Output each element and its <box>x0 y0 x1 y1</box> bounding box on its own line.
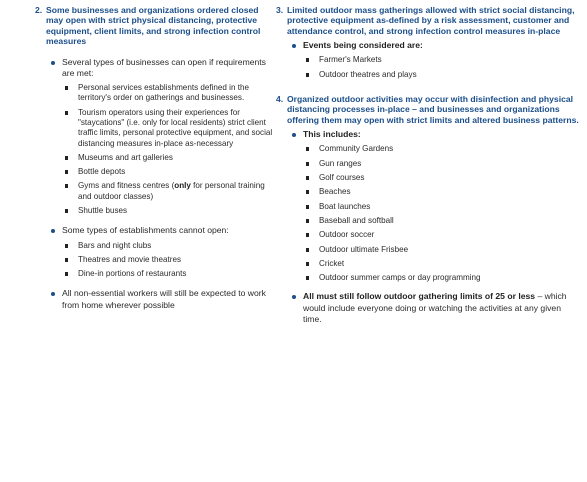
bullet-dot-icon <box>51 292 55 296</box>
bullet-dot-icon <box>51 229 55 233</box>
bullet-bold-text: All must still follow outdoor gathering limits of 25 or less <box>303 291 536 302</box>
sub-item <box>62 206 278 216</box>
section-3-bullet-list <box>287 40 579 80</box>
section-3-heading-text: Limited outdoor mass gatherings allowed with strict social distancing, protective equipment as-defined by a risk assessment, customer and attendance control, and strong infection control measures in-place <box>287 5 575 36</box>
square-bullet-icon <box>65 184 68 188</box>
sub-item-text: Golf courses <box>319 173 365 183</box>
sub-item <box>303 245 579 255</box>
square-bullet-icon <box>65 111 68 115</box>
section-4-heading-text: Organized outdoor activities may occur with disinfection and physical distancing processes in-place – and businesses and organizations offering them may open with strict limits and altered business patterns. <box>287 94 579 125</box>
sub-item <box>62 108 278 149</box>
bullet-text: This includes: <box>303 129 361 140</box>
sub-item-text: Outdoor summer camps or day programming <box>319 273 481 283</box>
sub-list-activities <box>303 144 579 283</box>
square-bullet-icon <box>306 73 309 77</box>
sub-item <box>62 83 278 104</box>
sub-item <box>303 144 579 154</box>
sub-list-events <box>303 55 579 80</box>
sub-item-text: Baseball and softball <box>319 215 394 225</box>
sub-item <box>303 55 579 65</box>
sub-item-text: Outdoor soccer <box>319 230 375 240</box>
sub-item <box>62 241 278 251</box>
sub-item-text: Bottle depots <box>78 167 126 177</box>
sub-item-text: for personal training and outdoor classes) <box>78 181 265 201</box>
square-bullet-icon <box>306 262 309 266</box>
sub-list-open <box>62 83 278 216</box>
square-bullet-icon <box>306 162 309 166</box>
sub-item-text: Boat launches <box>319 201 371 211</box>
bullet-text: – which would include everyone doing or watching the activities at any given time. <box>303 291 567 324</box>
bullet-events <box>287 40 579 80</box>
sub-item-text: Theatres and movie theatres <box>78 254 182 264</box>
right-column <box>276 5 579 325</box>
sub-item-text: Beaches <box>319 187 351 197</box>
sub-item-text: Gyms and fitness centres ( <box>78 181 175 191</box>
bullet-includes <box>287 129 579 283</box>
bullet-gathering-limits <box>287 291 579 325</box>
bullet-dot-icon <box>292 44 296 48</box>
bullet-dot-icon <box>51 61 55 65</box>
left-column <box>35 5 278 311</box>
sub-item <box>62 269 278 279</box>
bullet-text: All non-essential workers will still be expected to work from home wherever possible <box>62 288 266 310</box>
square-bullet-icon <box>306 190 309 194</box>
sub-item-text: Dine-in portions of restaurants <box>78 269 187 279</box>
sub-item-text: Bars and night clubs <box>78 240 152 250</box>
sub-item <box>303 70 579 80</box>
section-4-number: 4. <box>276 94 284 105</box>
bullet-dot-icon <box>292 133 296 137</box>
square-bullet-icon <box>65 258 68 262</box>
bullet-work-from-home <box>46 288 278 310</box>
sub-item <box>303 187 579 197</box>
section-3-heading <box>276 5 579 36</box>
sub-item-text: Outdoor ultimate Frisbee <box>319 244 409 254</box>
square-bullet-icon <box>65 170 68 174</box>
sub-item-bold: only <box>174 181 191 191</box>
sub-item-gyms <box>62 181 278 202</box>
square-bullet-icon <box>306 233 309 237</box>
bullet-dot-icon <box>292 295 296 299</box>
square-bullet-icon <box>65 86 68 90</box>
sub-item-text: Tourism operators using their experiences for "staycations" (i.e. only for local residents) strict client traffic limits, personal protective equipment, and social distancing measures in-place as-necessary <box>78 107 273 148</box>
sub-item <box>303 159 579 169</box>
sub-item-text: Personal services establishments defined in the territory's order on gatherings and businesses. <box>78 83 249 103</box>
section-4-bullet-list <box>287 129 579 325</box>
square-bullet-icon <box>306 248 309 252</box>
square-bullet-icon <box>306 276 309 280</box>
sub-item <box>303 173 579 183</box>
section-3-number: 3. <box>276 5 284 15</box>
sub-item-text: Gun ranges <box>319 158 362 168</box>
square-bullet-icon <box>65 156 68 160</box>
sub-item <box>62 255 278 265</box>
square-bullet-icon <box>306 176 309 180</box>
sub-item-text: Outdoor theatres and plays <box>319 69 417 79</box>
square-bullet-icon <box>306 219 309 223</box>
sub-item-text: Shuttle buses <box>78 206 128 215</box>
sub-item <box>303 216 579 226</box>
square-bullet-icon <box>65 272 68 276</box>
section-2-heading <box>35 5 278 47</box>
sub-item-text: Farmer's Markets <box>319 55 382 65</box>
square-bullet-icon <box>306 147 309 151</box>
bullet-cannot-open <box>46 225 278 279</box>
bullet-text: Several types of businesses can open if requirements are met: <box>62 56 266 78</box>
sub-item <box>62 167 278 177</box>
section-2-bullet-list <box>46 57 278 311</box>
square-bullet-icon <box>306 205 309 209</box>
sub-item <box>62 153 278 163</box>
sub-item <box>303 273 579 283</box>
sub-item <box>303 230 579 240</box>
sub-list-closed <box>62 241 278 280</box>
sub-item-text: Community Gardens <box>319 144 394 154</box>
sub-item <box>303 259 579 269</box>
sub-item <box>303 202 579 212</box>
square-bullet-icon <box>65 244 68 248</box>
bullet-open-requirements <box>46 57 278 217</box>
sub-item-text: Cricket <box>319 258 345 268</box>
square-bullet-icon <box>306 58 309 62</box>
sub-item-text: Museums and art galleries <box>78 152 173 162</box>
square-bullet-icon <box>65 209 68 213</box>
section-2-number: 2. <box>35 5 43 15</box>
section-2-heading-text: Some businesses and organizations ordered closed may open with strict physical distancing, protective equipment, client limits, and strong infection control measures <box>46 5 261 47</box>
bullet-text: Events being considered are: <box>303 40 423 51</box>
section-4-heading <box>276 94 579 125</box>
bullet-text: Some types of establishments cannot open: <box>62 225 229 236</box>
